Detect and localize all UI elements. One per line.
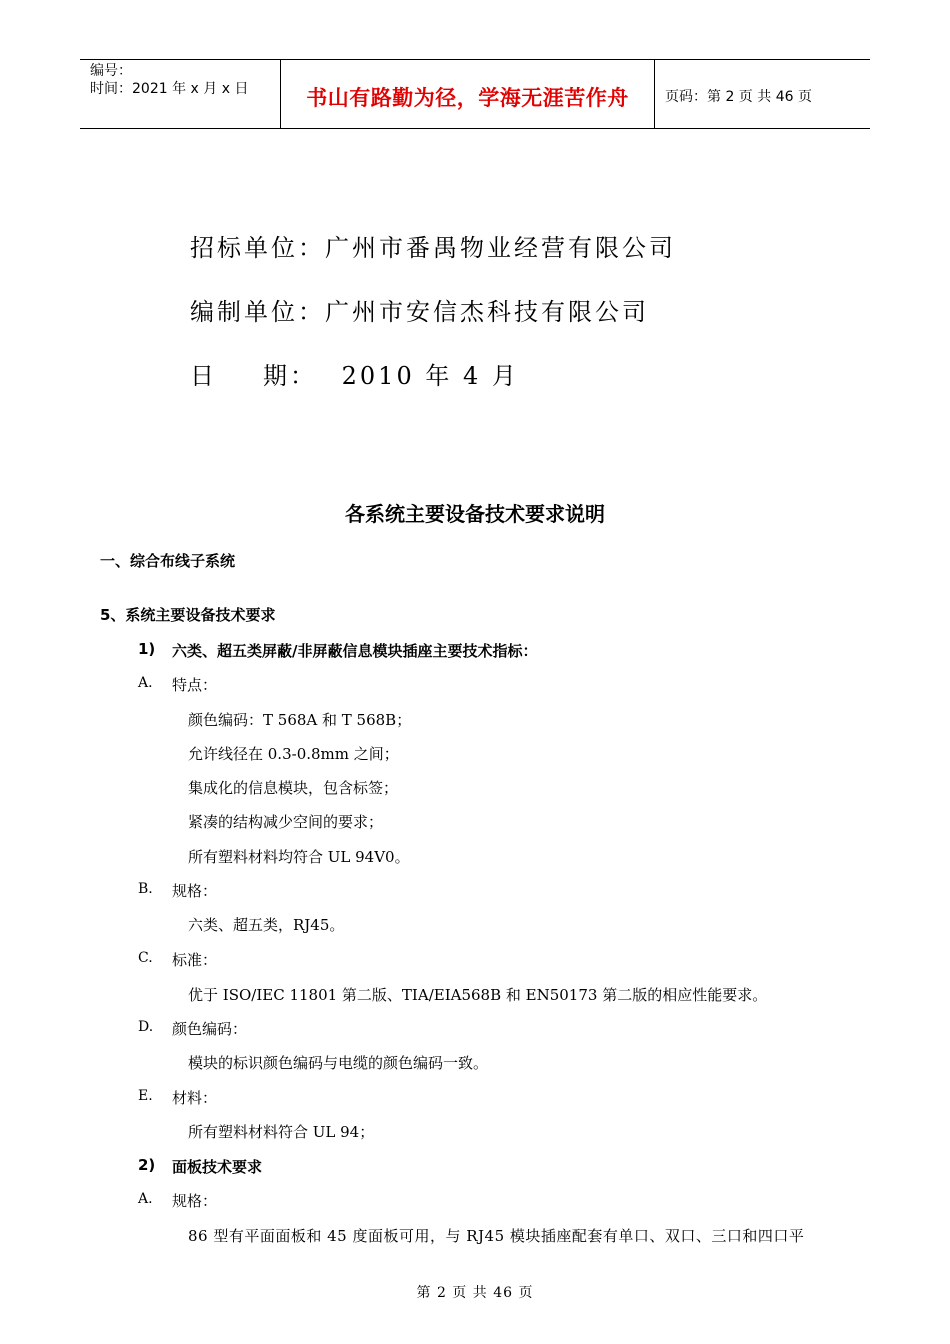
item2-a-label: 规格： (172, 1192, 218, 1210)
header-page-cell (655, 60, 870, 128)
subsection-heading: 5、系统主要设备技术要求 (100, 606, 276, 624)
time-label: 时间：2021 年 x 月 x 日 (90, 81, 249, 97)
page-info: 页码：第 2 页 共 46 页 (665, 89, 812, 105)
item-a-line-1: 颜色编码：T 568A 和 T 568B； (188, 711, 412, 729)
item-a-line-3: 集成化的信息模块，包含标签； (188, 779, 399, 797)
item1-number: 1) (138, 640, 156, 658)
compiler-line: 编制单位：广州市安信杰科技有限公司 (190, 298, 649, 326)
item-a-line-2: 允许线径在 0.3-0.8mm 之间； (188, 745, 399, 763)
item-b-line: 六类、超五类，RJ45。 (188, 916, 345, 934)
bidder-line: 招标单位：广州市番禺物业经营有限公司 (190, 234, 676, 262)
item-b-mark: B. (138, 881, 153, 897)
item-c-line: 优于 ISO/IEC 11801 第二版、TIA/EIA568B 和 EN50173 第二版的相应性能要求。 (188, 986, 768, 1004)
item-e-label: 材料： (172, 1089, 218, 1107)
motto: 书山有路勤为径，学海无涯苦作舟 (306, 86, 629, 110)
item-c-label: 标准： (172, 951, 218, 969)
item-e-mark: E. (138, 1088, 153, 1104)
header-meta-cell (80, 60, 281, 128)
page-header (80, 59, 870, 129)
item-a-line-5: 所有塑料材料均符合 UL 94V0。 (188, 848, 410, 866)
section-heading: 一、综合布线子系统 (100, 552, 236, 570)
item-c-mark: C. (138, 950, 153, 966)
date-value: 2010 年 4 月 (341, 362, 519, 390)
item-d-mark: D. (138, 1019, 154, 1035)
item-d-line: 模块的标识颜色编码与电缆的颜色编码一致。 (188, 1054, 489, 1072)
item-a-label: 特点： (172, 676, 218, 694)
item-a-mark: A. (138, 675, 153, 691)
item-a-line-4: 紧凑的结构减少空间的要求； (188, 813, 384, 831)
item-e-line: 所有塑料材料符合 UL 94； (188, 1123, 375, 1141)
number-label: 编号： (90, 63, 132, 79)
date-line (190, 356, 519, 391)
item-d-label: 颜色编码： (172, 1020, 248, 1038)
item2-number: 2) (138, 1156, 156, 1174)
item1-title: 六类、超五类屏蔽/非屏蔽信息模块插座主要技术指标： (172, 642, 538, 660)
item2-a-mark: A. (138, 1191, 153, 1207)
document-title: 各系统主要设备技术要求说明 (345, 502, 605, 526)
date-label-1: 日 (190, 362, 217, 390)
page-footer: 第 2 页 共 46 页 (416, 1285, 534, 1301)
header-motto-cell (281, 60, 655, 128)
item2-title: 面板技术要求 (172, 1158, 263, 1176)
item2-a-line: 86 型有平面面板和 45 度面板可用，与 RJ45 模块插座配套有单口、双口、三口和四口平 (188, 1227, 805, 1245)
date-label-2: 期： (263, 362, 317, 390)
item-b-label: 规格： (172, 882, 218, 900)
